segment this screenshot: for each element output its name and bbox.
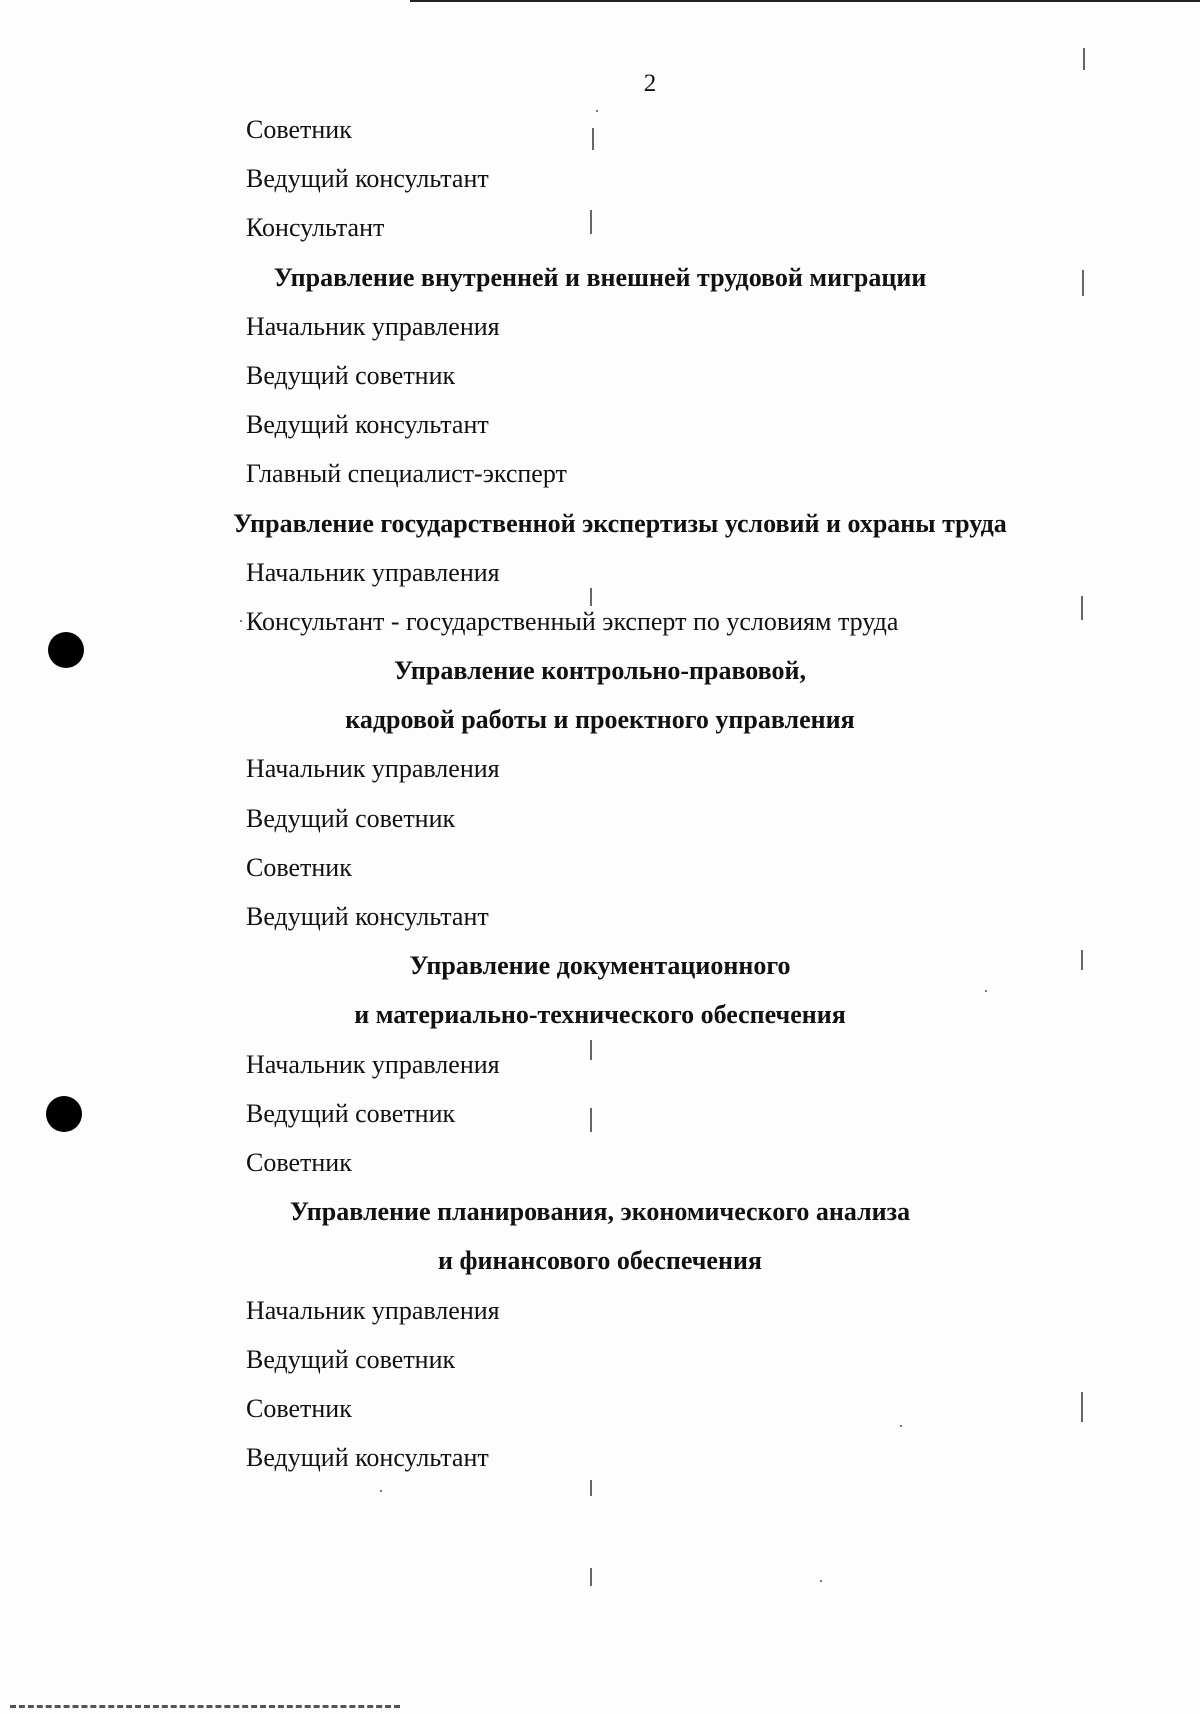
position-line: Советник [246, 1393, 352, 1423]
position-line: Ведущий консультант [246, 410, 489, 440]
position-line: Ведущий советник [246, 1344, 456, 1374]
position-line: Главный специалист-эксперт [246, 459, 567, 489]
page-number: 2 [643, 70, 657, 97]
scan-artifact [592, 128, 594, 150]
punch-hole [46, 1096, 82, 1132]
department-heading: и финансового обеспечения [438, 1246, 762, 1276]
position-line: Ведущий консультант [246, 164, 489, 194]
position-line: Ведущий консультант [246, 1443, 489, 1473]
department-heading: Управление планирования, экономического анализа [289, 1197, 911, 1227]
department-heading: кадровой работы и проектного управления [345, 705, 855, 735]
position-line: Консультант - государственный эксперт по условиям труда [246, 606, 899, 636]
position-line: Ведущий советник [246, 803, 456, 833]
department-heading: Управление внутренней и внешней трудовой миграции [273, 262, 927, 292]
position-line: Ведущий советник [246, 1098, 456, 1128]
position-line: Начальник управления [246, 754, 500, 784]
position-line: Начальник управления [246, 311, 500, 341]
scan-artifact [1082, 270, 1084, 296]
scan-artifact [1081, 1392, 1083, 1422]
scan-artifact [590, 1040, 592, 1060]
scan-artifact [1083, 48, 1085, 70]
punch-hole [48, 632, 84, 668]
position-line: Начальник управления [246, 1049, 500, 1079]
position-line: Начальник управления [246, 557, 500, 587]
position-line: Начальник управления [246, 1295, 500, 1325]
scan-artifact [590, 1108, 592, 1132]
department-heading: Управление государственной экспертизы условий и охраны труда [233, 508, 1007, 538]
department-heading: Управление документационного [409, 951, 791, 981]
staff-positions-list [0, 110, 1200, 1487]
scan-artifact [590, 588, 592, 606]
position-line: Советник [246, 852, 352, 882]
scan-artifact [1081, 950, 1083, 970]
position-line: Советник [246, 1147, 352, 1177]
scan-speck [820, 1580, 822, 1582]
scan-speck [240, 620, 242, 622]
position-line: Ведущий советник [246, 360, 456, 390]
scan-artifact [590, 1568, 592, 1586]
position-line: Консультант [246, 213, 385, 243]
department-heading: Управление контрольно-правовой, [393, 656, 806, 686]
scan-speck [380, 1490, 382, 1492]
bottom-edge-rule [10, 1705, 400, 1708]
scan-artifact [590, 210, 592, 234]
scan-speck [900, 1425, 902, 1427]
scan-artifact [590, 1480, 592, 1496]
scan-artifact [1081, 596, 1083, 620]
position-line: Ведущий консультант [246, 902, 489, 931]
scan-speck [596, 110, 598, 112]
position-line: Советник [246, 115, 352, 144]
scan-speck [985, 990, 987, 992]
top-edge-rule [410, 0, 1200, 2]
department-heading: и материально-технического обеспечения [354, 1000, 846, 1030]
